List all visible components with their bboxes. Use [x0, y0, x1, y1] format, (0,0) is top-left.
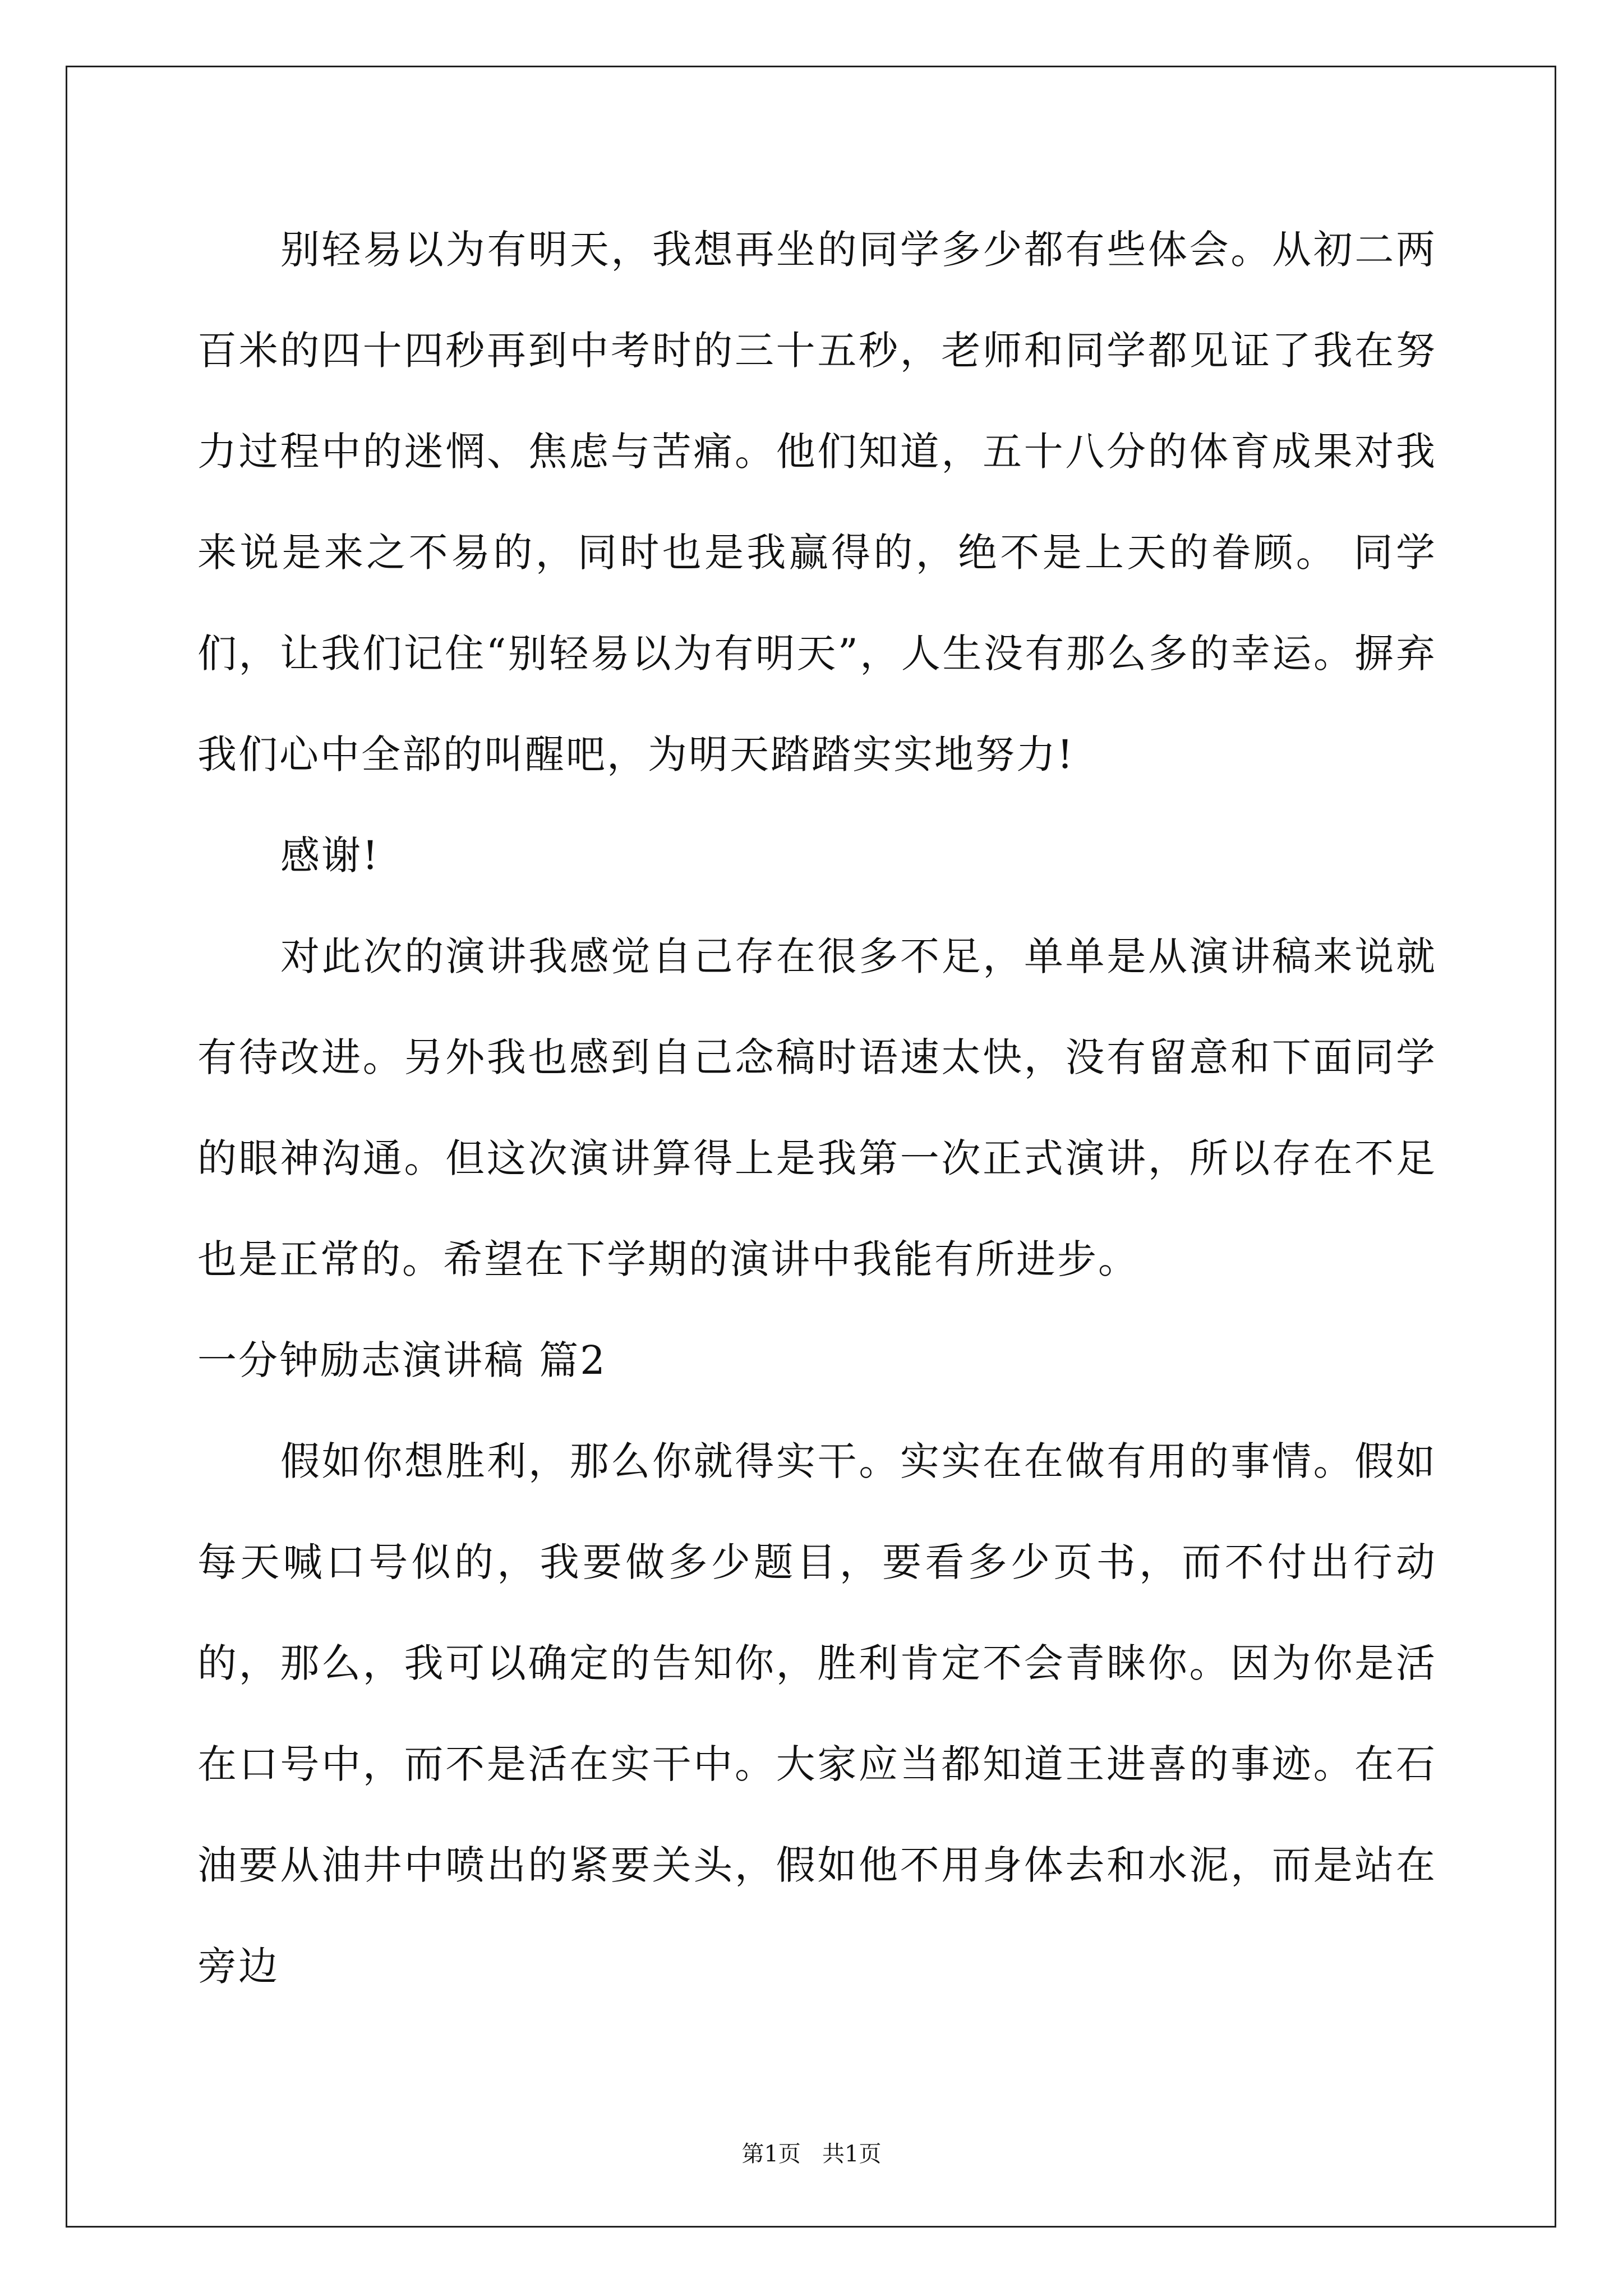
- paragraph-thanks: 感谢!: [280, 832, 380, 878]
- section-heading: 一分钟励志演讲稿 篇2: [197, 1337, 607, 1383]
- paragraph-perseverance: 别轻易以为有明天，我想再坐的同学多少都有些体会。从初二两百米的四十四秒再到中考时的三十五秒，老师和同学都见证了我在努力过程中的迷惘、焦虑与苦痛。他们知道，五十八分的体育成果对我来说是来之不易的，同时也是我赢得的，绝不是上天的眷顾。 同学们，让我们记住“别轻易以为有明天”，人生没有那么多的幸运。摒弃我们心中全部的叫醒吧，为明天踏踏实实地努力!: [197, 227, 1437, 777]
- document-body: [197, 199, 1437, 2017]
- paragraph-hard-work: 假如你想胜利，那么你就得实干。实实在在做有用的事情。假如每天喊口号似的，我要做多少题目，要看多少页书，而不付出行动的，那么，我可以确定的告知你，胜利肯定不会青睐你。因为你是活在口号中，而不是活在实干中。大家应当都知道王进喜的事迹。在石油要从油井中喷出的紧要关头，假如他不用身体去和水泥，而是站在旁边: [197, 1438, 1437, 1989]
- page-footer: 第1页 共1页: [741, 2141, 882, 2167]
- paragraph-reflection: 对此次的演讲我感觉自己存在很多不足，单单是从演讲稿来说就有待改进。另外我也感到自己念稿时语速太快，没有留意和下面同学的眼神沟通。但这次演讲算得上是我第一次正式演讲，所以存在不足也是正常的。希望在下学期的演讲中我能有所进步。: [197, 933, 1437, 1282]
